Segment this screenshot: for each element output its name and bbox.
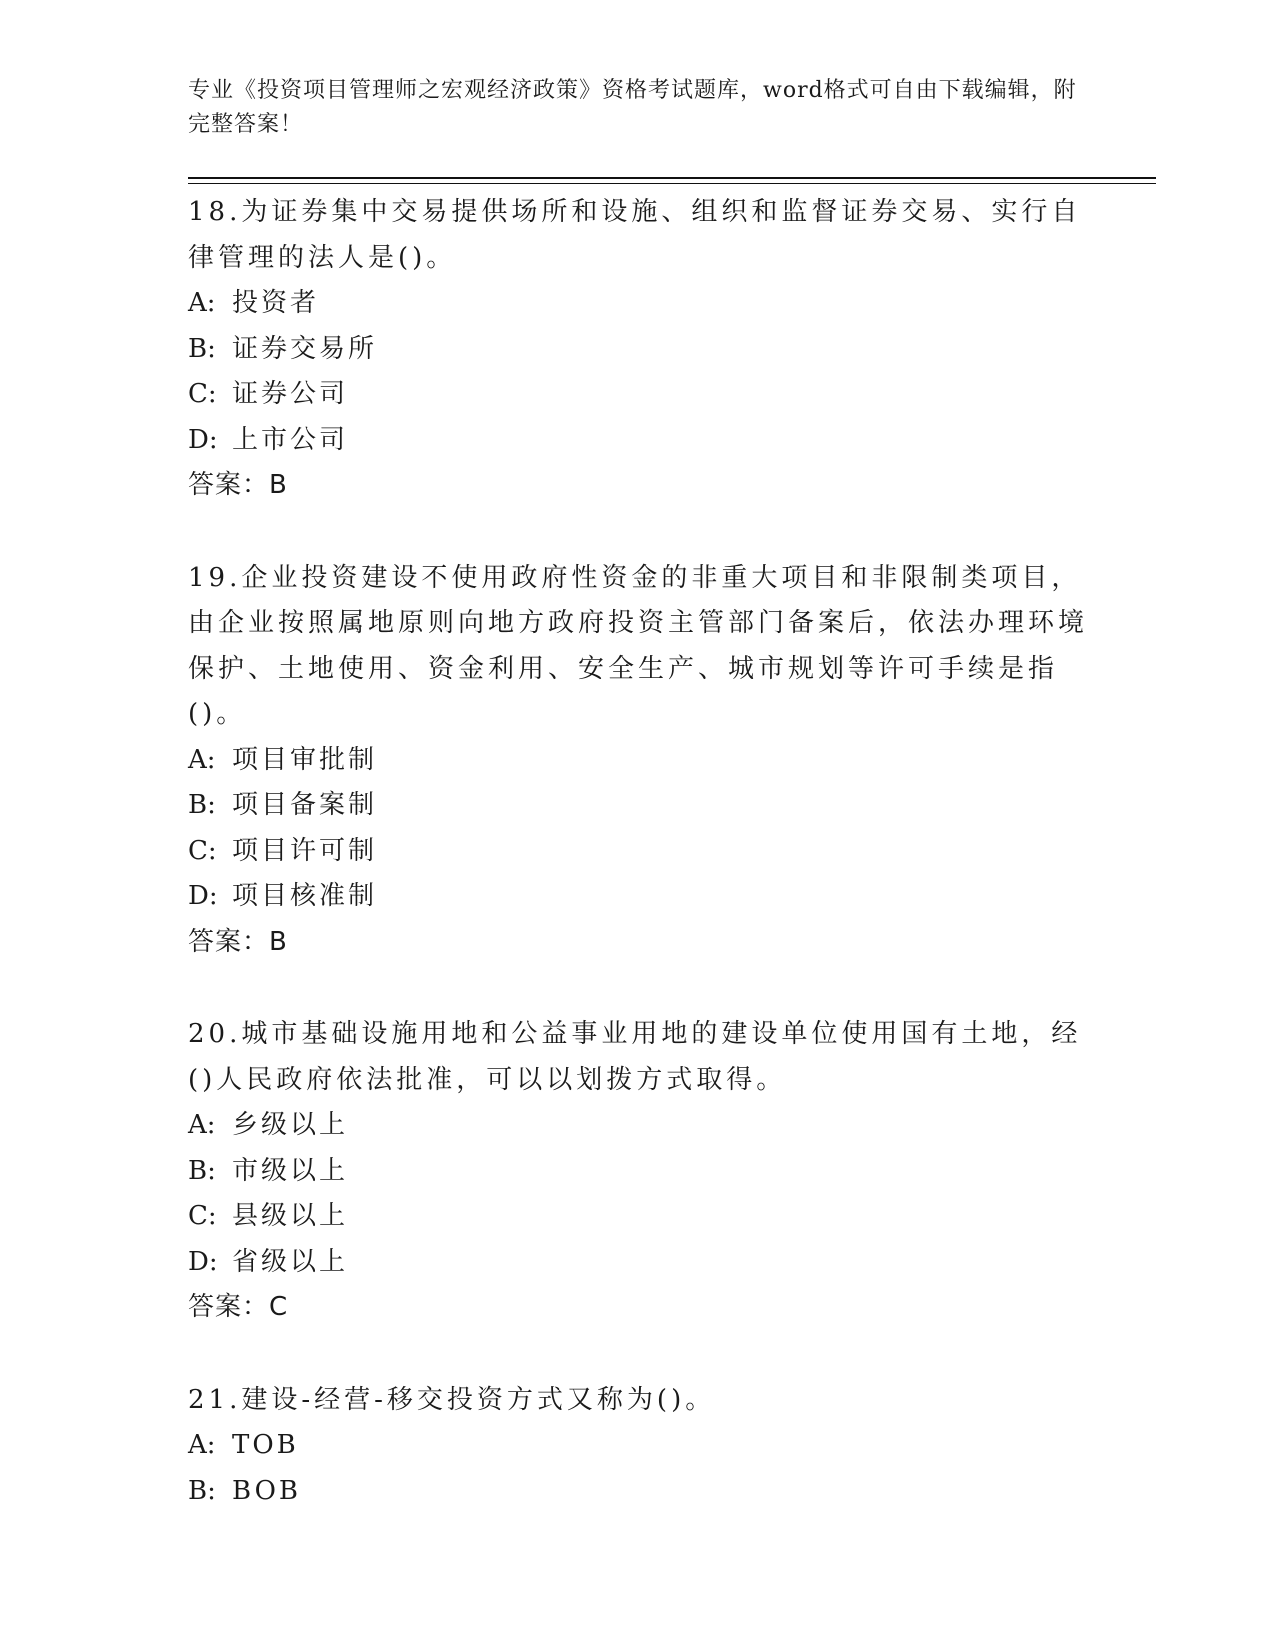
option-letter: B: xyxy=(188,1475,216,1506)
header-divider-thin xyxy=(188,183,1156,184)
option-text: 项目许可制 xyxy=(232,835,378,866)
option-letter: D: xyxy=(188,881,218,911)
option-text: 县级以上 xyxy=(232,1201,349,1231)
answer: 答案：B xyxy=(188,926,288,957)
option-letter: A: xyxy=(188,1110,216,1140)
option-a xyxy=(188,281,1088,327)
option-text: 项目备案制 xyxy=(232,790,378,820)
option-text: TOB xyxy=(232,1430,299,1460)
option-letter: A: xyxy=(188,1430,216,1460)
option-text: 证券公司 xyxy=(232,379,349,409)
answer: 答案：C xyxy=(188,1292,289,1322)
option-letter: C: xyxy=(188,379,217,409)
option-letter: D: xyxy=(188,424,218,455)
answer: 答案：B xyxy=(188,470,288,500)
option-letter: A: xyxy=(188,744,216,775)
option-d xyxy=(188,418,1088,464)
option-text: 项目审批制 xyxy=(232,744,378,775)
option-text: 投资者 xyxy=(232,288,320,318)
option-text: 上市公司 xyxy=(232,424,349,455)
option-text: BOB xyxy=(232,1475,302,1506)
document-header: 专业《投资项目管理师之宏观经济政策》资格考试题库，word格式可自由下载编辑，附完整答案！ xyxy=(188,78,1077,137)
question-list xyxy=(188,190,1088,1561)
option-letter: C: xyxy=(188,1201,217,1231)
option-b xyxy=(188,1469,1088,1515)
question-text: 21.建设-经营-移交投资方式又称为()。 xyxy=(188,1384,716,1415)
option-letter: B: xyxy=(188,333,216,364)
header-divider-thick xyxy=(188,177,1156,179)
option-d xyxy=(188,874,1088,920)
option-d xyxy=(188,1240,1088,1286)
option-text: 市级以上 xyxy=(232,1155,349,1186)
option-letter: D: xyxy=(188,1246,218,1277)
option-a xyxy=(188,738,1088,784)
option-text: 乡级以上 xyxy=(232,1110,349,1140)
option-letter: C: xyxy=(188,835,217,866)
question-text: 20.城市基础设施用地和公益事业用地的建设单位使用国有土地，经()人民政府依法批准，可以以划拨方式取得。 xyxy=(188,1019,1082,1095)
option-b xyxy=(188,783,1088,829)
option-a xyxy=(188,1103,1088,1149)
option-text: 项目核准制 xyxy=(232,881,378,911)
option-b xyxy=(188,1149,1088,1195)
question-18 xyxy=(188,190,1088,509)
question-text: 18.为证券集中交易提供场所和设施、组织和监督证券交易、实行自律管理的法人是()。 xyxy=(188,197,1082,273)
question-text: 19.企业投资建设不使用政府性资金的非重大项目和非限制类项目，由企业按照属地原则向地方政府投资主管部门备案后，依法办理环境保护、土地使用、资金利用、安全生产、城市规划等许可手续是指()。 xyxy=(188,562,1089,729)
option-c xyxy=(188,1194,1088,1240)
option-c xyxy=(188,372,1088,418)
option-letter: B: xyxy=(188,1155,216,1186)
option-text: 证券交易所 xyxy=(232,333,378,364)
option-letter: B: xyxy=(188,790,216,820)
option-text: 省级以上 xyxy=(232,1246,349,1277)
question-20 xyxy=(188,1012,1088,1331)
option-b xyxy=(188,327,1088,373)
option-letter: A: xyxy=(188,288,216,318)
question-19 xyxy=(188,556,1088,966)
question-21 xyxy=(188,1378,1088,1515)
option-c xyxy=(188,829,1088,875)
option-a xyxy=(188,1423,1088,1469)
